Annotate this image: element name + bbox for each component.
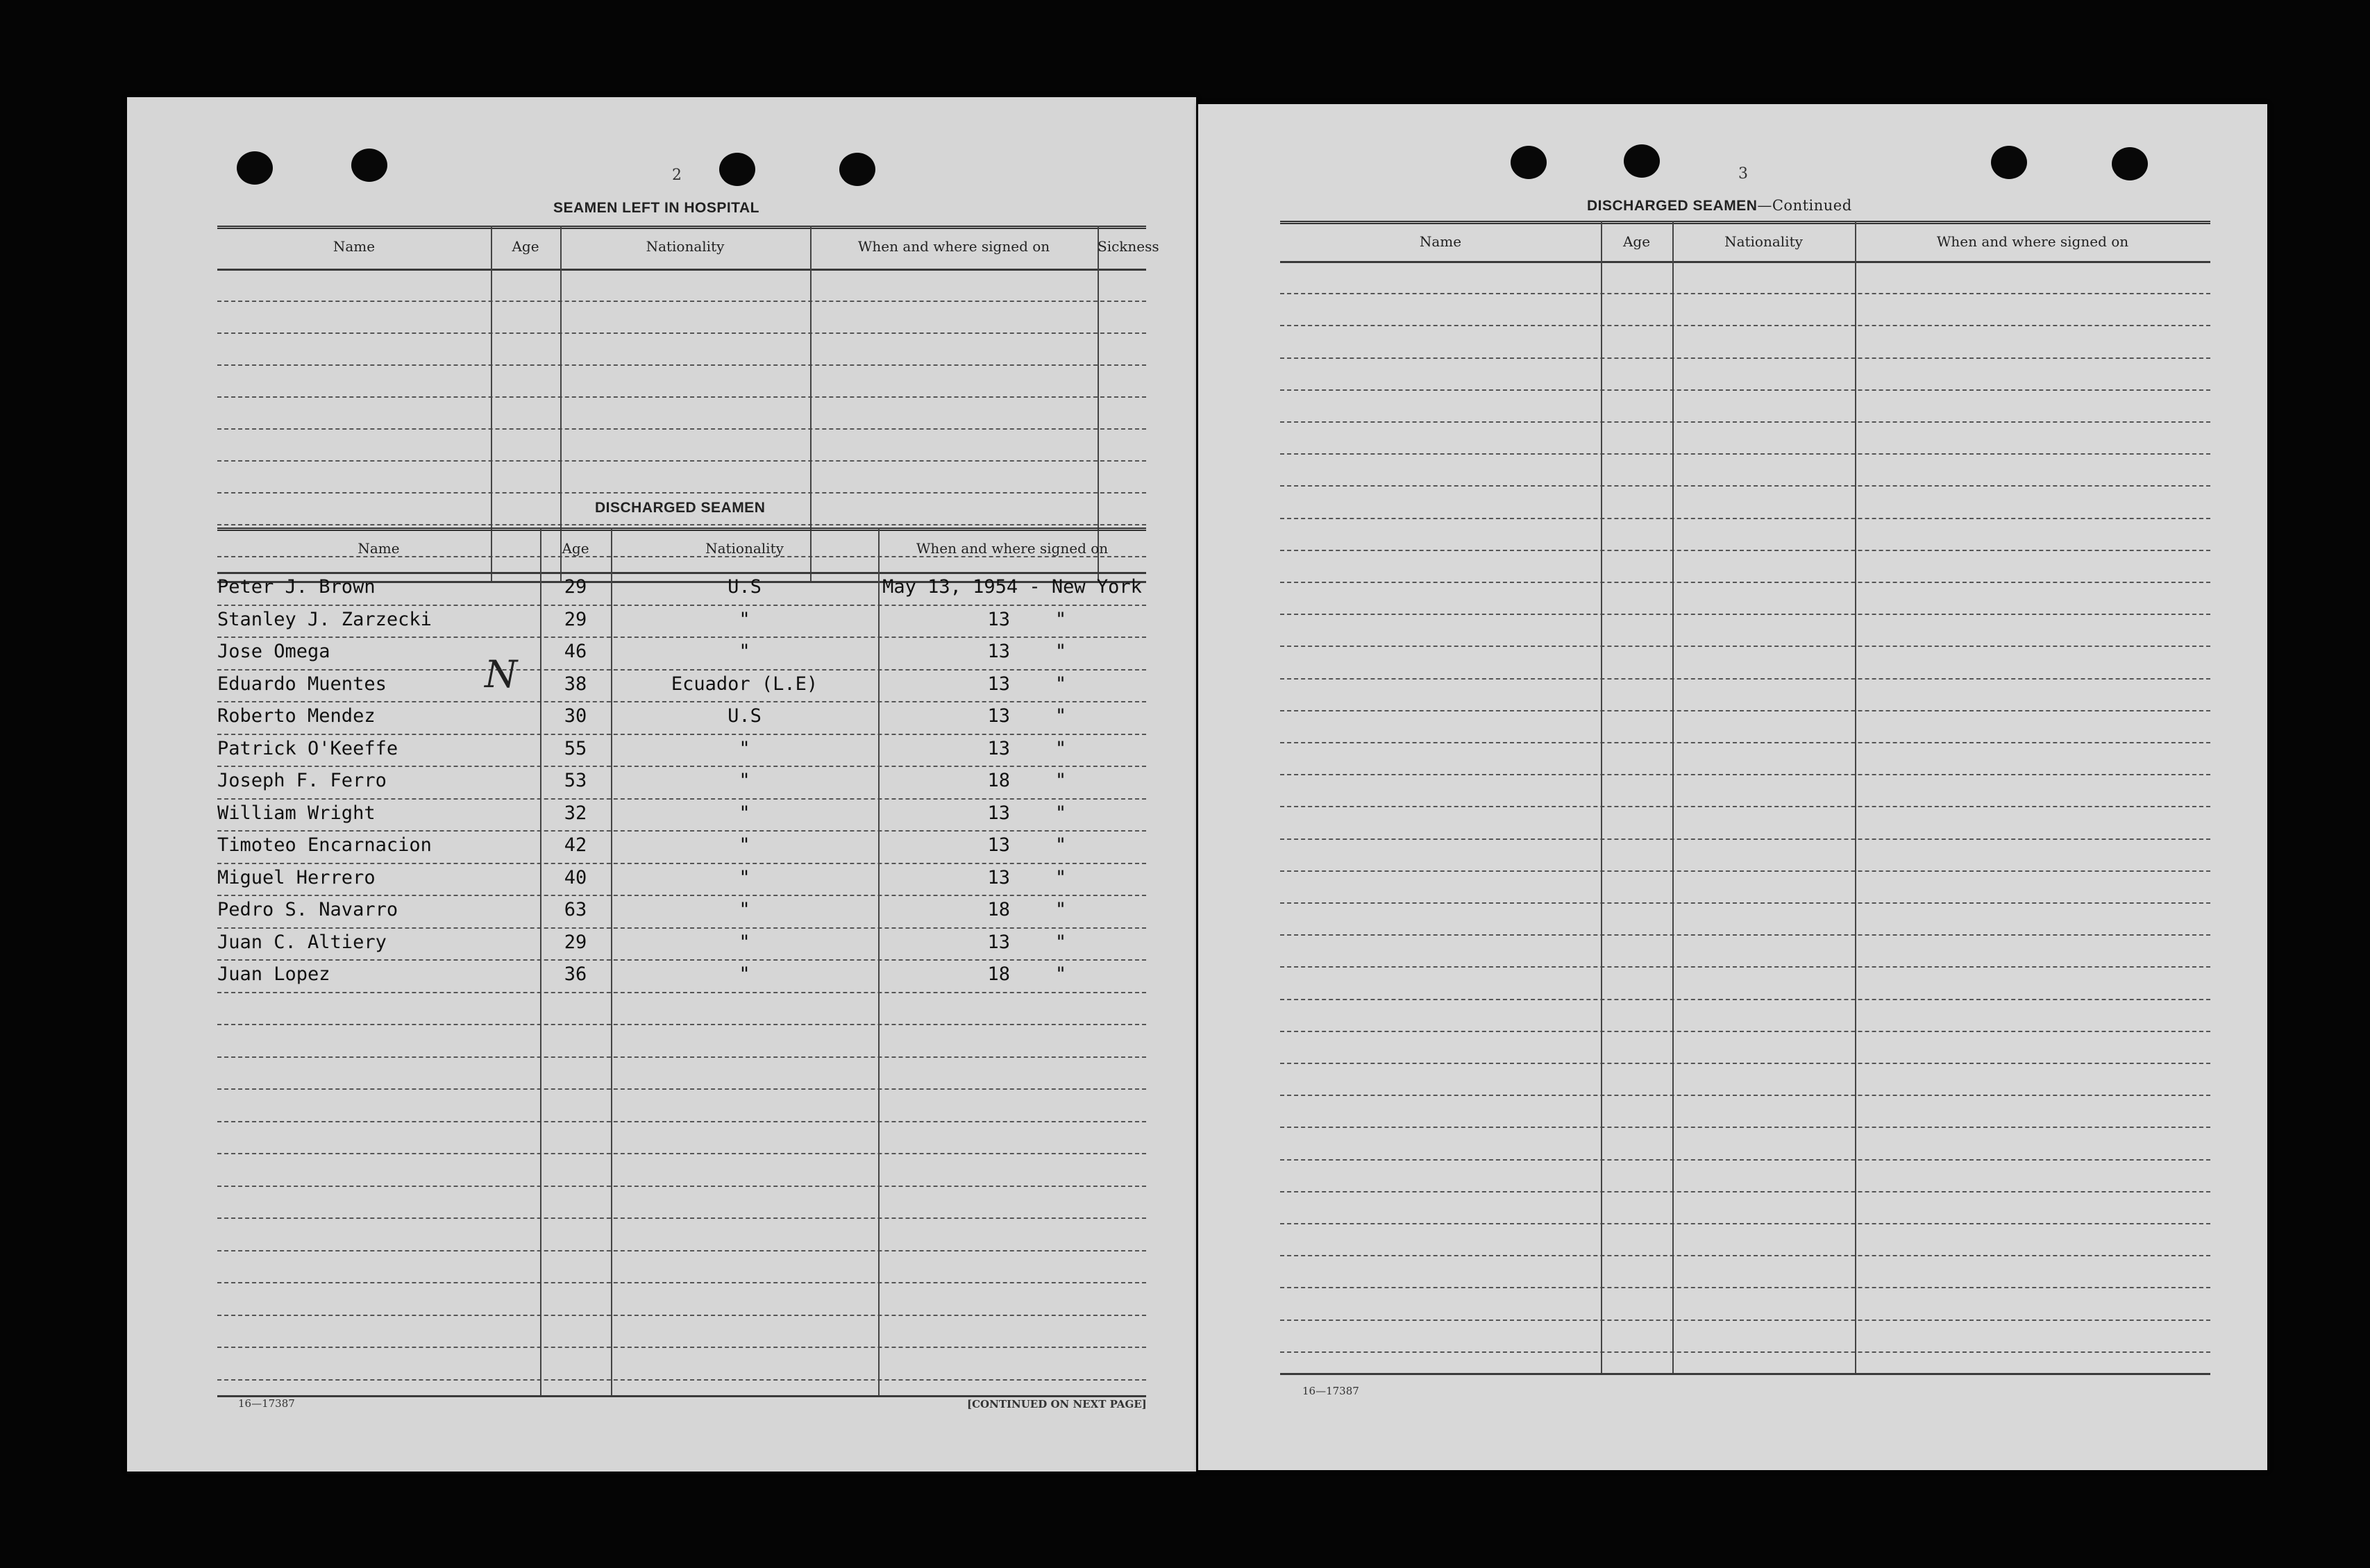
row-name: Jose Omega [217, 641, 330, 662]
punch-hole [237, 151, 273, 185]
title-suffix: —Continued [1757, 197, 1852, 214]
row-signed: 13 [987, 737, 1010, 759]
punch-hole [1991, 146, 2027, 179]
row-rule [1280, 453, 2210, 455]
column-header: When and where signed on [857, 238, 1050, 255]
row-signed: 18 [987, 963, 1010, 985]
row-age: 36 [564, 963, 587, 985]
row-age: 46 [564, 641, 587, 662]
row-place: " [1054, 866, 1067, 888]
row-rule [1280, 870, 2210, 872]
row-rule [217, 959, 1146, 961]
row-rule [217, 798, 1146, 800]
row-rule [217, 1347, 1146, 1348]
row-rule [1280, 1351, 2210, 1353]
page-number: 2 [672, 167, 682, 184]
row-rule [217, 396, 1146, 398]
row-rule [217, 701, 1146, 702]
table-top-rule [1280, 221, 2210, 224]
row-rule [1280, 774, 2210, 775]
row-age: 32 [564, 802, 587, 824]
row-rule [1280, 550, 2210, 551]
row-rule [217, 637, 1146, 638]
row-nationality: " [739, 866, 750, 888]
column-header: Nationality [705, 540, 784, 557]
column-header: Name [1419, 233, 1462, 250]
row-signed: May 13, 1954 - New York [882, 576, 1142, 598]
row-rule [1280, 582, 2210, 583]
column-header: Age [1622, 233, 1651, 250]
row-rule [1280, 1191, 2210, 1192]
column-header: Nationality [1724, 233, 1803, 250]
row-nationality: " [739, 641, 750, 662]
right-page [1198, 104, 2267, 1470]
row-rule [1280, 678, 2210, 680]
row-rule [1280, 646, 2210, 647]
row-rule [217, 1186, 1146, 1187]
row-rule [1280, 742, 2210, 743]
row-nationality: " [739, 770, 750, 791]
row-rule [217, 1056, 1146, 1058]
row-rule [217, 364, 1146, 366]
row-signed: 13 [987, 673, 1010, 695]
row-age: 40 [564, 866, 587, 888]
row-nationality: " [739, 834, 750, 856]
punch-hole [719, 153, 755, 186]
column-header: When and where signed on [1936, 233, 2129, 250]
row-rule [217, 460, 1146, 462]
row-rule [217, 1217, 1146, 1219]
row-signed: 18 [987, 899, 1010, 920]
column-header: Nationality [646, 238, 725, 255]
row-rule [1280, 614, 2210, 615]
row-rule [1280, 1159, 2210, 1161]
row-rule [1280, 1095, 2210, 1096]
form-number: 16—17387 [1302, 1385, 1359, 1397]
row-rule [1280, 293, 2210, 294]
row-rule [217, 605, 1146, 606]
row-nationality: " [739, 737, 750, 759]
row-rule [217, 332, 1146, 334]
row-rule [1280, 1031, 2210, 1032]
column-header: Name [333, 238, 376, 255]
row-place: " [1054, 608, 1067, 630]
row-nationality: " [739, 899, 750, 920]
row-signed: 13 [987, 802, 1010, 824]
row-age: 63 [564, 899, 587, 920]
column-header: When and where signed on [916, 540, 1109, 557]
row-place: " [1054, 931, 1067, 953]
row-rule [1280, 1255, 2210, 1256]
row-age: 42 [564, 834, 587, 856]
column-header: Name [358, 540, 400, 557]
row-rule [1280, 325, 2210, 326]
row-age: 30 [564, 705, 587, 727]
column-rule [1601, 221, 1602, 1373]
row-signed: 13 [987, 866, 1010, 888]
punch-hole [839, 153, 875, 186]
punch-hole [1624, 144, 1660, 178]
row-age: 29 [564, 931, 587, 953]
row-age: 55 [564, 737, 587, 759]
title-main: DISCHARGED SEAMEN [1587, 198, 1758, 214]
row-age: 29 [564, 576, 587, 598]
row-nationality: " [739, 608, 750, 630]
row-rule [1280, 806, 2210, 807]
row-rule [217, 524, 1146, 525]
row-name: William Wright [217, 802, 376, 824]
row-rule [217, 927, 1146, 929]
row-rule [1280, 1320, 2210, 1321]
row-rule [1280, 966, 2210, 968]
row-rule [217, 830, 1146, 832]
row-rule [217, 895, 1146, 896]
row-place: " [1054, 705, 1067, 727]
table-bottom-rule [1280, 1373, 2210, 1375]
left-page [127, 97, 1196, 1472]
row-rule [1280, 999, 2210, 1000]
column-header: Age [562, 540, 589, 557]
row-place: " [1054, 673, 1067, 695]
discharged-table [217, 528, 1146, 1395]
row-rule [1280, 518, 2210, 519]
row-name: Timoteo Encarnacion [217, 834, 432, 856]
table-top-rule [217, 226, 1146, 229]
row-place: " [1054, 802, 1067, 824]
row-signed: 18 [987, 770, 1010, 791]
row-age: 53 [564, 770, 587, 791]
row-name: Juan C. Altiery [217, 931, 387, 953]
row-name: Roberto Mendez [217, 705, 376, 727]
row-place: " [1054, 963, 1067, 985]
row-rule [217, 1088, 1146, 1090]
punch-hole [2112, 147, 2148, 180]
row-age: 38 [564, 673, 587, 695]
row-rule [217, 1282, 1146, 1283]
row-rule [217, 1250, 1146, 1251]
row-rule [217, 1153, 1146, 1154]
column-rule [1855, 221, 1856, 1373]
row-place: " [1054, 737, 1067, 759]
row-nationality: U.S [728, 576, 762, 598]
header-rule [217, 269, 1146, 271]
row-rule [1280, 1223, 2210, 1224]
row-rule [1280, 902, 2210, 904]
row-place: " [1054, 770, 1067, 791]
row-rule [217, 1379, 1146, 1381]
form-number: 16—17387 [238, 1397, 295, 1410]
hospital-section-title: SEAMEN LEFT IN HOSPITAL [553, 200, 759, 216]
row-place: " [1054, 899, 1067, 920]
row-name: Eduardo Muentes [217, 673, 387, 695]
row-rule [1280, 1287, 2210, 1288]
row-rule [217, 863, 1146, 864]
row-rule [217, 734, 1146, 735]
discharged-section-title: DISCHARGED SEAMEN [595, 500, 766, 516]
row-place: " [1054, 834, 1067, 856]
row-rule [1280, 357, 2210, 359]
row-rule [217, 1121, 1146, 1122]
row-nationality: Ecuador (L.E) [671, 673, 818, 695]
row-signed: 13 [987, 641, 1010, 662]
table-bottom-rule [217, 1395, 1146, 1397]
row-name: Patrick O'Keeffe [217, 737, 398, 759]
row-rule [217, 428, 1146, 430]
row-rule [1280, 421, 2210, 423]
header-rule [1280, 261, 2210, 263]
row-name: Joseph F. Ferro [217, 770, 387, 791]
row-rule [1280, 389, 2210, 391]
continued-note: [CONTINUED ON NEXT PAGE] [967, 1398, 1147, 1410]
row-rule [1280, 485, 2210, 487]
row-rule [1280, 838, 2210, 840]
row-rule [1280, 1127, 2210, 1128]
punch-hole [351, 149, 387, 182]
row-signed: 13 [987, 705, 1010, 727]
row-rule [217, 669, 1146, 671]
row-name: Stanley J. Zarzecki [217, 608, 432, 630]
row-nationality: " [739, 931, 750, 953]
row-name: Pedro S. Navarro [217, 899, 398, 920]
row-nationality: " [739, 963, 750, 985]
row-rule [217, 1024, 1146, 1025]
column-header: Age [512, 238, 539, 255]
discharged-continued-table [1280, 221, 2210, 1373]
row-nationality: " [739, 802, 750, 824]
row-rule [1280, 710, 2210, 711]
row-rule [1280, 934, 2210, 936]
row-rule [1280, 1063, 2210, 1064]
row-place: " [1054, 641, 1067, 662]
row-signed: 13 [987, 931, 1010, 953]
row-name: Miguel Herrero [217, 866, 376, 888]
row-name: Juan Lopez [217, 963, 330, 985]
row-rule [217, 301, 1146, 302]
row-name: Peter J. Brown [217, 576, 376, 598]
row-rule [217, 492, 1146, 494]
header-rule [217, 572, 1146, 574]
handwritten-mark: N [485, 652, 518, 696]
table-top-rule [217, 528, 1146, 531]
row-rule [217, 1315, 1146, 1316]
discharged-continued-title [1587, 197, 1852, 214]
row-age: 29 [564, 608, 587, 630]
row-signed: 13 [987, 608, 1010, 630]
row-nationality: U.S [728, 705, 762, 727]
page-number: 3 [1738, 165, 1748, 183]
column-rule [1672, 221, 1674, 1373]
punch-hole [1511, 146, 1547, 179]
column-header: Sickness [1098, 238, 1159, 255]
row-signed: 13 [987, 834, 1010, 856]
row-rule [217, 992, 1146, 993]
row-rule [217, 766, 1146, 767]
